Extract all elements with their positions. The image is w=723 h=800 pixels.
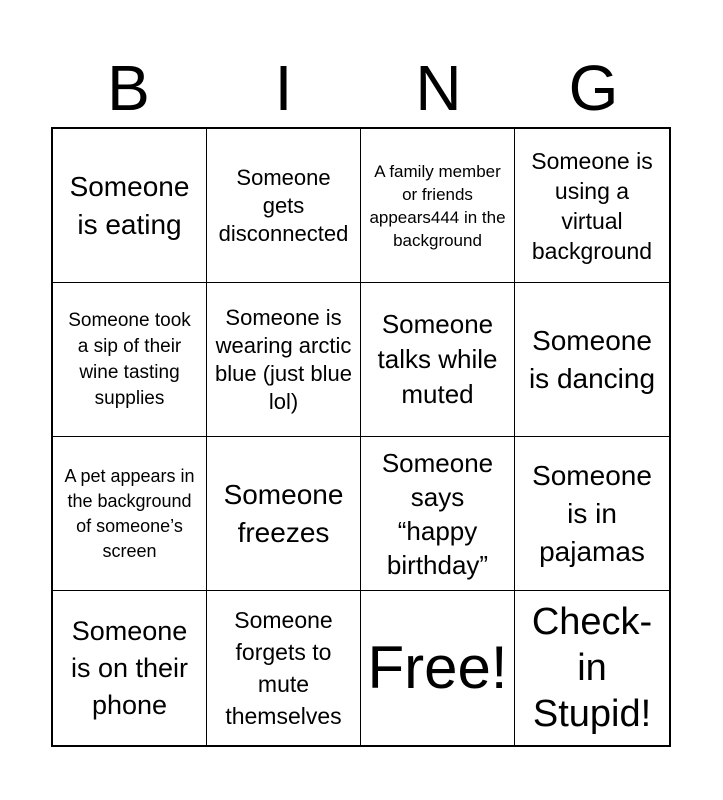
header-letter-i: I <box>274 52 293 124</box>
cell-text: Someone gets disconnected <box>218 164 349 246</box>
header-letter-b: B <box>107 52 150 124</box>
cell-text: Someone is wearing arctic blue (just blue lol) <box>215 304 352 414</box>
header-letter-n: N <box>415 52 462 124</box>
cell-text: Someone says “happy birthday” <box>381 447 494 580</box>
cell-text: Someone is using a virtual background <box>531 147 653 264</box>
bingo-cell[interactable] <box>207 591 361 745</box>
cell-text: Someone took a sip of their wine tasting supplies <box>68 309 191 409</box>
bingo-board <box>51 127 671 747</box>
bingo-cell[interactable] <box>515 437 669 591</box>
cell-text: A pet appears in the background of someone’s screen <box>64 465 195 561</box>
bingo-cell[interactable] <box>361 283 515 437</box>
bingo-cell[interactable] <box>515 283 669 437</box>
cell-text: Someone is dancing <box>528 324 656 394</box>
bingo-cell[interactable] <box>207 129 361 283</box>
bingo-cell[interactable] <box>515 129 669 283</box>
cell-text: Someone forgets to mute themselves <box>225 607 342 729</box>
bingo-cell[interactable] <box>53 129 207 283</box>
bingo-cell[interactable] <box>515 591 669 745</box>
header-letter-g: G <box>568 52 619 124</box>
bingo-cell[interactable] <box>207 437 361 591</box>
bingo-cell[interactable] <box>53 591 207 745</box>
bingo-cell[interactable] <box>361 437 515 591</box>
cell-text: Check-in Stupid! <box>531 601 653 735</box>
cell-text: Someone freezes <box>223 478 344 548</box>
cell-text: Someone is in pajamas <box>532 459 652 567</box>
bingo-cell[interactable] <box>53 437 207 591</box>
bingo-cell-free[interactable] <box>361 591 515 745</box>
cell-text: Someone is eating <box>69 170 190 240</box>
bingo-cell[interactable] <box>361 129 515 283</box>
cell-text: Free! <box>367 634 508 701</box>
cell-text: Someone talks while muted <box>377 309 498 409</box>
bingo-cell[interactable] <box>207 283 361 437</box>
cell-text: A family member or friends appears444 in the background <box>369 161 506 250</box>
cell-text: Someone is on their phone <box>70 615 189 720</box>
bingo-cell[interactable] <box>53 283 207 437</box>
bingo-header <box>51 50 671 126</box>
